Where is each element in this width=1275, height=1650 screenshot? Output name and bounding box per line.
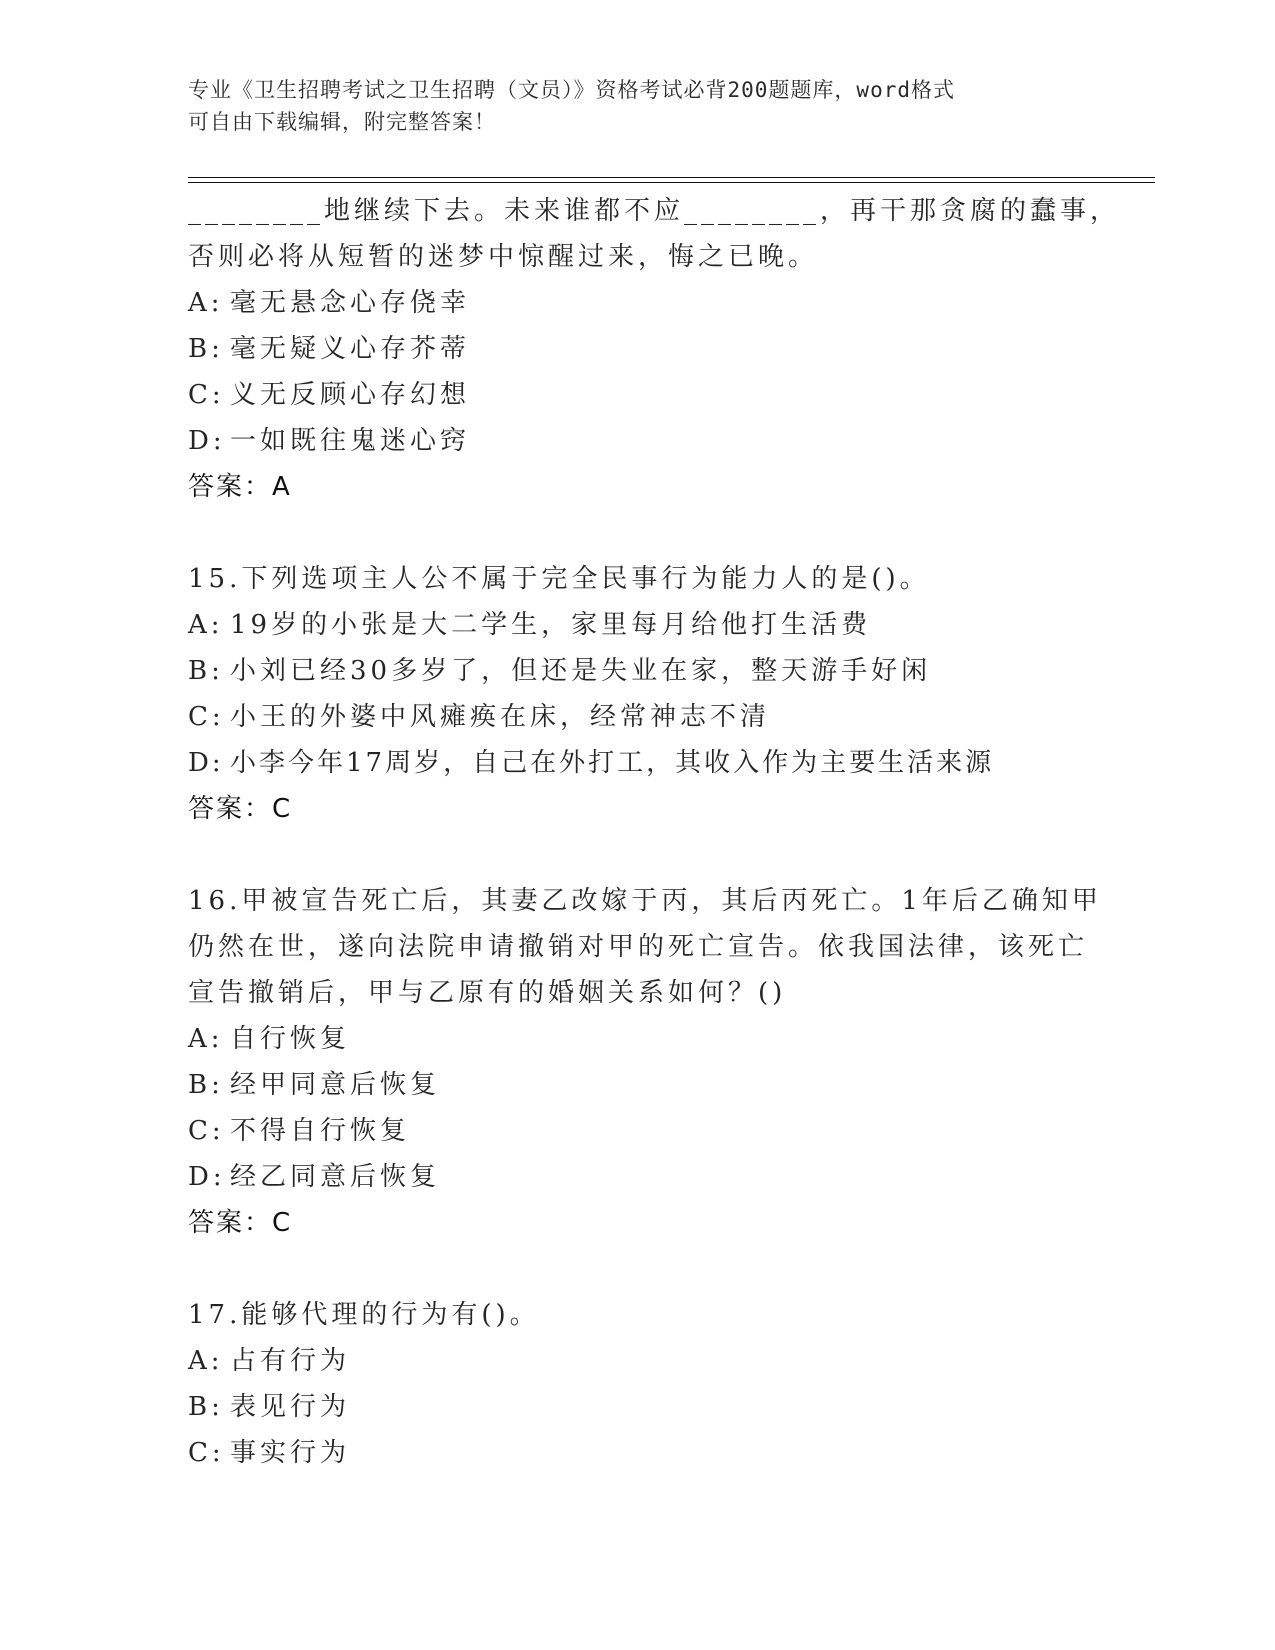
option-b	[188, 1062, 1148, 1108]
question-14	[188, 188, 1148, 510]
question-stem-line: 仍然在世，遂向法院申请撤销对甲的死亡宣告。依我国法律，该死亡	[188, 932, 1089, 962]
option-text: 义无反顾心存幻想	[230, 380, 471, 410]
answer-line: 答案：A	[188, 472, 292, 502]
question-16	[188, 878, 1148, 1246]
header-rule-top	[188, 177, 1155, 178]
option-text: 自行恢复	[230, 1024, 351, 1054]
option-key: B:	[188, 1070, 224, 1100]
option-text: 小刘已经30多岁了，但还是失业在家，整天游手好闲	[230, 656, 932, 686]
option-a	[188, 1338, 1148, 1384]
option-b	[188, 1384, 1148, 1430]
option-text: 表见行为	[230, 1392, 351, 1422]
header-line-1: 专业《卫生招聘考试之卫生招聘（文员）》资格考试必背200题题库，word格式	[188, 78, 955, 102]
header-rule-bottom	[188, 182, 1155, 183]
option-text: 经乙同意后恢复	[230, 1162, 441, 1192]
option-text: 不得自行恢复	[230, 1116, 411, 1146]
option-key: A:	[188, 610, 224, 640]
question-stem-line: 16.甲被宣告死亡后，其妻乙改嫁于丙，其后丙死亡。1年后乙确知甲	[188, 886, 1102, 916]
option-key: B:	[188, 656, 224, 686]
option-d	[188, 1154, 1148, 1200]
answer-line: 答案：C	[188, 794, 293, 824]
option-key: C:	[188, 1438, 225, 1468]
option-c	[188, 694, 1148, 740]
question-stem-line: ________地继续下去。未来谁都不应________，再干那贪腐的蠢事，	[188, 196, 1121, 226]
question-list	[188, 188, 1148, 1476]
option-a	[188, 1016, 1148, 1062]
option-d	[188, 740, 1148, 786]
option-key: D:	[188, 748, 224, 778]
option-text: 经甲同意后恢复	[230, 1070, 441, 1100]
option-a	[188, 280, 1148, 326]
question-15	[188, 556, 1148, 832]
option-text: 小王的外婆中风瘫痪在床，经常神志不清	[230, 702, 771, 732]
spacer	[188, 832, 1148, 878]
header-line-2: 可自由下载编辑，附完整答案！	[188, 110, 496, 134]
option-key: C:	[188, 1116, 225, 1146]
option-text: 事实行为	[230, 1438, 351, 1468]
option-b	[188, 326, 1148, 372]
option-b	[188, 648, 1148, 694]
document-header	[188, 74, 1088, 138]
question-17	[188, 1292, 1148, 1476]
option-c	[188, 372, 1148, 418]
option-text: 小李今年17周岁，自己在外打工，其收入作为主要生活来源	[230, 748, 995, 778]
option-key: A:	[188, 288, 224, 318]
option-a	[188, 602, 1148, 648]
option-text: 一如既往鬼迷心窍	[230, 426, 471, 456]
question-stem-line: 宣告撤销后，甲与乙原有的婚姻关系如何？()	[188, 978, 787, 1008]
option-key: D:	[188, 1162, 226, 1192]
option-c	[188, 1108, 1148, 1154]
question-stem: 17.能够代理的行为有()。	[188, 1300, 540, 1330]
option-c	[188, 1430, 1148, 1476]
option-key: B:	[188, 334, 224, 364]
spacer	[188, 510, 1148, 556]
option-key: A:	[188, 1346, 224, 1376]
option-d	[188, 418, 1148, 464]
question-stem: 15.下列选项主人公不属于完全民事行为能力人的是()。	[188, 564, 930, 594]
spacer	[188, 1246, 1148, 1292]
option-text: 毫无悬念心存侥幸	[230, 288, 471, 318]
option-text: 占有行为	[230, 1346, 351, 1376]
answer-line: 答案：C	[188, 1208, 293, 1238]
option-text: 毫无疑义心存芥蒂	[230, 334, 471, 364]
option-key: C:	[188, 702, 225, 732]
option-key: B:	[188, 1392, 224, 1422]
option-text: 19岁的小张是大二学生，家里每月给他打生活费	[230, 610, 872, 640]
option-key: C:	[188, 380, 225, 410]
option-key: A:	[188, 1024, 224, 1054]
question-stem-line: 否则必将从短暂的迷梦中惊醒过来，悔之已晚。	[188, 242, 819, 272]
option-key: D:	[188, 426, 226, 456]
